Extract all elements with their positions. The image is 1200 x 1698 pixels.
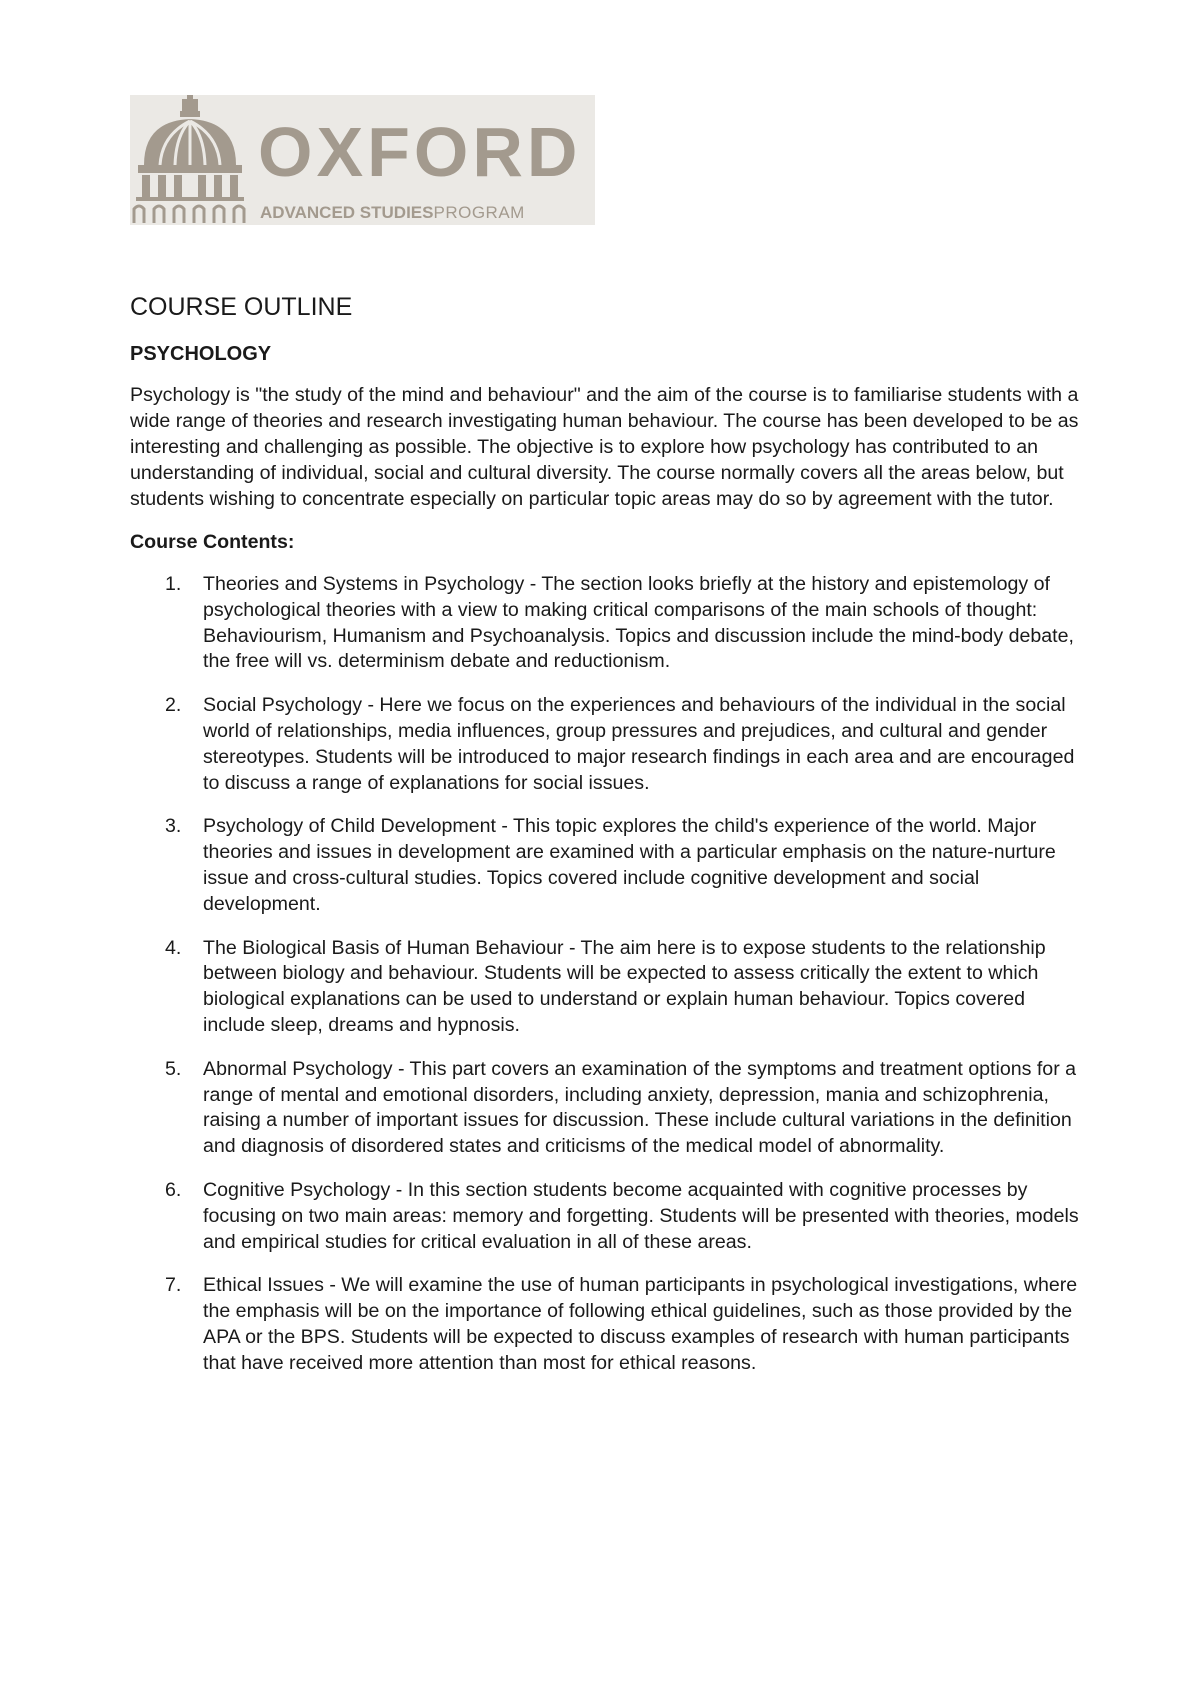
- document-title: COURSE OUTLINE: [130, 293, 353, 321]
- oxford-logo: [130, 95, 595, 225]
- contents-heading: Course Contents:: [130, 531, 295, 553]
- logo-subline: [260, 203, 525, 223]
- topic-text: Abnormal Psychology - This part covers an examination of the symptoms and treatment options for a range of mental and emotional disorders, including anxiety, depression, mania and schizophrenia, raising a number of important issues for discussion. These include cultural variations in the definition and diagnosis of disordered states and criticisms of the medical model of abnormality.: [203, 1057, 1077, 1158]
- topic-item: [130, 572, 1090, 675]
- dome-icon: [130, 95, 250, 225]
- topic-item: [130, 693, 1090, 796]
- topic-item: [130, 1273, 1090, 1376]
- topic-number: 6.: [165, 1178, 182, 1201]
- intro-paragraph: Psychology is "the study of the mind and behaviour" and the aim of the course is to familiarise students with a wide range of theories and research investigating human behaviour. The course has been developed to be as interesting and challenging as possible. The objective is to explore how psychology has contributed to an understanding of individual, social and cultural diversity. The course normally covers all the areas below, but students wishing to concentrate especially on particular topic areas may do so by agreement with the tutor.: [130, 384, 1079, 510]
- topic-item: [130, 936, 1090, 1039]
- topic-item: [130, 814, 1090, 917]
- topic-number: 2.: [165, 694, 182, 717]
- logo-subline-light: PROGRAM: [433, 203, 525, 222]
- topic-text: Ethical Issues - We will examine the use of human participants in psychological investigations, where the emphasis will be on the importance of following ethical guidelines, such as those provided by the APA or the BPS. Students will be expected to discuss examples of research with human participants that have received more attention than most for ethical reasons.: [203, 1274, 1078, 1374]
- topic-number: 4.: [165, 936, 182, 959]
- topic-text: Psychology of Child Development - This topic explores the child's experience of the world. Major theories and issues in development are examined with a particular emphasis on the nature-nurture issue and cross-cultural studies. Topics covered include cognitive development and social development.: [203, 815, 1056, 915]
- topics-list: [130, 572, 1090, 1377]
- logo-subline-bold: ADVANCED STUDIES: [260, 203, 434, 222]
- topic-text: Theories and Systems in Psychology - The section looks briefly at the history and epistemology of psychological theories with a view to making critical comparisons of the main schools of thought: Behaviourism, Humanism and Psychoanalysis. Topics and discussion include the mind-body debate, the free will vs. determinism debate and reductionism.: [203, 573, 1074, 673]
- topic-text: The Biological Basis of Human Behaviour - The aim here is to expose students to the relationship between biology and behaviour. Students will be expected to assess critically the extent to which biological explanations can be used to understand or explain human behaviour. Topics covered include sleep, dreams and hypnosis.: [203, 936, 1046, 1036]
- topic-number: 7.: [165, 1274, 182, 1297]
- topic-text: Social Psychology - Here we focus on the experiences and behaviours of the individual in the social world of relationships, media influences, group pressures and prejudices, and cultural and gender stereotypes. Students will be introduced to major research findings in each area and are encouraged to discuss a range of explanations for social issues.: [203, 694, 1075, 794]
- topic-number: 1.: [165, 573, 182, 595]
- document-body: [130, 292, 1090, 1395]
- topic-item: [130, 1057, 1090, 1160]
- topic-number: 3.: [165, 815, 182, 838]
- topic-item: [130, 1178, 1090, 1255]
- logo-wordmark: OXFORD: [258, 113, 582, 191]
- topic-number: 5.: [165, 1057, 182, 1080]
- topic-text: Cognitive Psychology - In this section students become acquainted with cognitive processes by focusing on two main areas: memory and forgetting. Students will be presented with theories, models and empirical studies for critical evaluation in all of these areas.: [203, 1178, 1079, 1253]
- subject-heading: PSYCHOLOGY: [130, 343, 272, 365]
